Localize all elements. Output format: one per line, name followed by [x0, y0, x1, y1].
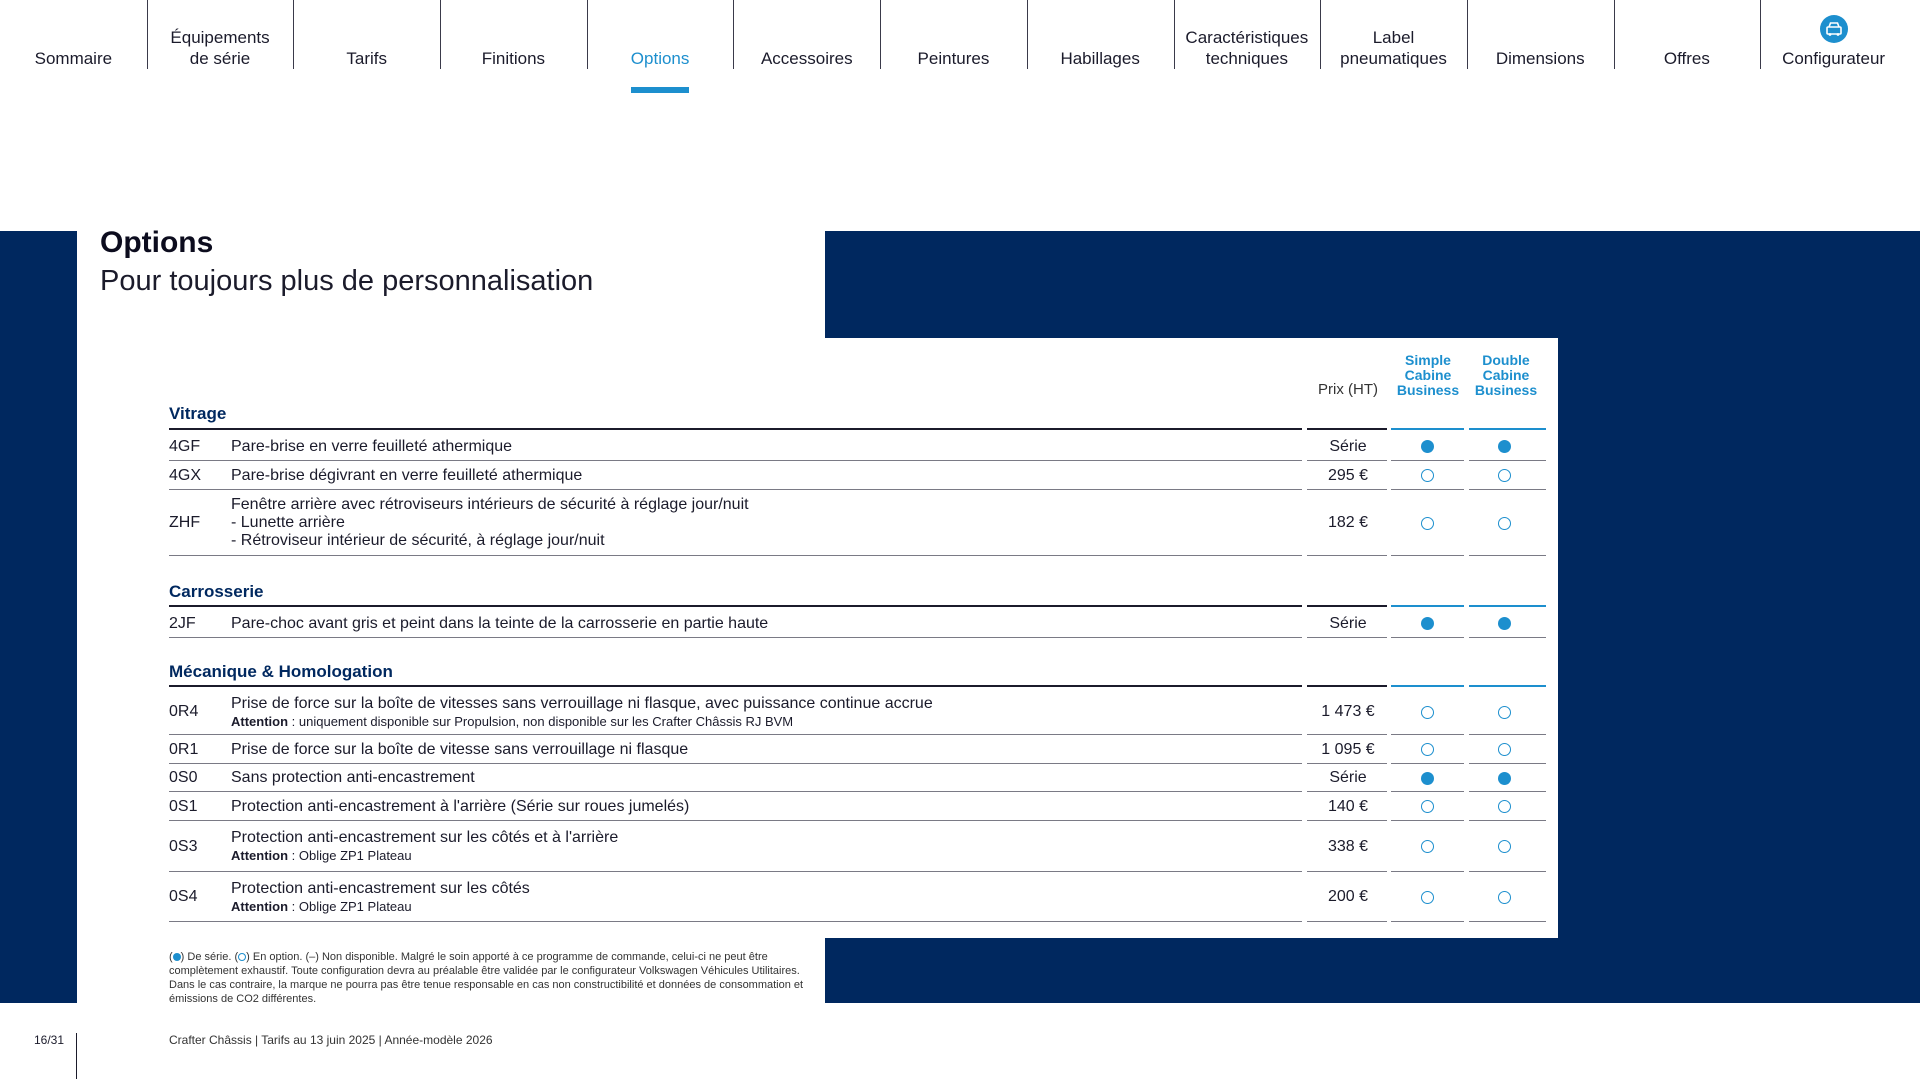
option-description	[231, 829, 1301, 865]
nav-item-tarifs[interactable]	[293, 0, 440, 95]
description-line: Pare-brise en verre feuilleté athermique	[231, 437, 513, 455]
price-column-header: Prix (HT)	[1318, 381, 1378, 398]
option-ring-icon	[1498, 517, 1511, 530]
row-rule-variant1	[1391, 637, 1464, 638]
variant1-line2: Cabine	[1404, 367, 1452, 383]
option-ring-icon	[1498, 469, 1511, 482]
configurator-icon	[1820, 15, 1848, 43]
option-price: Série	[1329, 769, 1367, 786]
nav-label: Tarifs	[346, 49, 388, 68]
table-row	[0, 461, 1920, 490]
option-ring-icon	[238, 953, 246, 961]
description-line: Protection anti-encastrement à l'arrière (Série sur roues jumelés)	[231, 797, 690, 815]
section-rule	[169, 605, 1302, 607]
row-rule	[169, 555, 1302, 556]
table-row	[0, 735, 1920, 764]
option-code: 0S3	[169, 837, 198, 855]
option-code: 0S0	[169, 769, 198, 786]
description-line: Prise de force sur la boîte de vitesse sans verrouillage ni flasque	[231, 740, 689, 758]
simple-cabine-header	[1391, 353, 1465, 398]
option-description	[231, 769, 1301, 787]
option-ring-icon	[1498, 706, 1511, 719]
nav-label: Options	[630, 49, 690, 68]
note-text: : Oblige ZP1 Plateau	[288, 848, 412, 863]
variant1-line3: Business	[1396, 382, 1460, 398]
option-ring-icon	[1421, 469, 1434, 482]
section-rule-price	[1307, 685, 1387, 687]
standard-dot-icon	[1498, 772, 1511, 785]
section-rule-variant1	[1391, 605, 1464, 607]
nav-label: Configurateur	[1782, 49, 1886, 68]
standard-dot-icon	[1498, 440, 1511, 453]
row-rule-variant1	[1391, 921, 1464, 922]
footer-text: Crafter Châssis | Tarifs au 13 juin 2025 | Année-modèle 2026	[169, 1033, 493, 1047]
nav-item-finitions[interactable]	[440, 0, 587, 95]
nav-item-habillages[interactable]	[1027, 0, 1174, 95]
nav-label: Finitions	[481, 49, 546, 68]
nav-item-peintures[interactable]	[880, 0, 1027, 95]
section-rule-price	[1307, 428, 1387, 430]
footnote-option-label: En option.	[249, 951, 303, 963]
footnote-text: (–) Non disponible. Malgré le soin apporté à ce programme de commande, celui-ci ne peut être complètement exhaustif. Toute configuration devra au préalable être validée par le configurateur Volkswagen Véhicules Utilitaires. Dans le cas contraire, la marque ne pourra pas être tenue responsable en cas non constructibilité et données de consommation et émissions de CO2 différentes.	[169, 951, 804, 1005]
option-ring-icon	[1421, 517, 1434, 530]
table-row	[0, 490, 1920, 556]
description-line: Protection anti-encastrement sur les côtés	[231, 879, 530, 897]
standard-dot-icon	[1498, 617, 1511, 630]
note-label: Attention	[231, 713, 289, 729]
option-ring-icon	[1498, 743, 1511, 756]
footnote-standard-label: De série.	[184, 951, 232, 963]
nav-item-offres[interactable]	[1614, 0, 1761, 95]
nav-item-de-s-rie[interactable]	[147, 0, 294, 95]
top-navigation	[0, 0, 1920, 95]
option-price: 182 €	[1327, 514, 1369, 531]
option-code: 0R1	[169, 740, 199, 758]
option-description	[231, 467, 1301, 485]
section-rule-variant1	[1391, 685, 1464, 687]
row-rule-price	[1307, 637, 1387, 638]
note-label: Attention	[231, 898, 289, 914]
option-code: 2JF	[169, 614, 196, 632]
option-ring-icon	[1421, 743, 1434, 756]
option-code: 0R4	[169, 703, 199, 720]
row-rule	[169, 637, 1302, 638]
option-price: Série	[1329, 614, 1367, 632]
option-description	[231, 438, 1301, 456]
table-row	[0, 792, 1920, 821]
option-code: 0S4	[169, 888, 198, 905]
note-text: : uniquement disponible sur Propulsion, non disponible sur les Crafter Châssis RJ BVM	[288, 713, 794, 729]
description-line: Prise de force sur la boîte de vitesses sans verrouillage ni flasque, avec puissance continue accrue	[231, 694, 933, 712]
note-label: Attention	[231, 848, 289, 863]
nav-label: pneumatiques	[1340, 49, 1447, 68]
option-description	[231, 880, 1301, 916]
table-row	[0, 821, 1920, 872]
nav-label: Habillages	[1060, 49, 1140, 68]
option-description	[231, 496, 1301, 550]
option-price: 295 €	[1327, 466, 1369, 484]
option-code: 4GF	[169, 437, 201, 455]
option-code: ZHF	[169, 514, 201, 531]
nav-item-configurateur[interactable]	[1760, 0, 1907, 95]
option-ring-icon	[1421, 800, 1434, 813]
nav-label: Accessoires	[760, 49, 853, 68]
description-line: Protection anti-encastrement sur les côtés et à l'arrière	[231, 829, 619, 846]
nav-item-pneumatiques[interactable]	[1320, 0, 1467, 95]
section-title: Vitrage	[169, 404, 227, 423]
table-row	[0, 764, 1920, 792]
variant2-line3: Business	[1474, 382, 1538, 398]
row-rule-variant2	[1469, 555, 1546, 556]
section-rule-variant1	[1391, 428, 1464, 430]
nav-label-line1: Caractéristiques	[1185, 28, 1309, 47]
nav-label: Peintures	[917, 49, 990, 68]
standard-dot-icon	[1421, 772, 1434, 785]
nav-label-line1: Équipements	[170, 28, 270, 47]
nav-item-techniques[interactable]	[1174, 0, 1321, 95]
option-note	[231, 847, 1301, 865]
option-note	[231, 713, 1301, 731]
nav-label-line1: Label	[1372, 28, 1415, 47]
variant2-line1: Double	[1482, 352, 1530, 368]
option-price: 1 473 €	[1321, 703, 1375, 720]
row-rule-variant2	[1469, 921, 1546, 922]
option-description	[231, 741, 1301, 759]
row-rule-variant1	[1391, 555, 1464, 556]
section-rule-variant2	[1469, 685, 1546, 687]
variant1-line1: Simple	[1405, 352, 1451, 368]
table-row	[0, 609, 1920, 638]
option-price: 1 095 €	[1321, 740, 1375, 758]
row-rule-variant2	[1469, 637, 1546, 638]
option-price: 338 €	[1327, 837, 1369, 855]
page-title: Options	[100, 226, 214, 259]
page-divider	[76, 1033, 77, 1079]
nav-label: Dimensions	[1495, 49, 1585, 68]
page-subtitle: Pour toujours plus de personnalisation	[100, 265, 594, 297]
option-code: 4GX	[169, 466, 202, 484]
option-description	[231, 695, 1301, 731]
section-title: Carrosserie	[169, 582, 264, 601]
legend-footnote: ( ) De série. ( ) En option. (–) Non disponible. Malgré le soin apporté à ce programme de commande, celui-ci ne peut être complètement exhaustif. Toute configuration devra au préalable être validée par le configurateur Volkswagen Véhicules Utilitaires. Dans le cas contraire, la marque ne pourra pas être tenue responsable en cas non constructibilité et données de consommation et émissions de CO2 différentes.	[169, 951, 804, 1005]
table-row	[0, 872, 1920, 922]
standard-dot-icon	[1421, 440, 1434, 453]
description-line: Pare-choc avant gris et peint dans la teinte de la carrosserie en partie haute	[231, 614, 769, 632]
nav-item-dimensions[interactable]	[1467, 0, 1614, 95]
description-line: - Lunette arrière	[231, 514, 345, 531]
nav-item-options[interactable]	[587, 0, 734, 95]
option-note	[231, 898, 1301, 916]
section-title: Mécanique & Homologation	[169, 662, 393, 681]
nav-label: Sommaire	[34, 49, 113, 68]
nav-item-sommaire[interactable]	[0, 0, 147, 95]
description-line: Pare-brise dégivrant en verre feuilleté athermique	[231, 466, 583, 484]
nav-label: de série	[189, 49, 251, 68]
option-ring-icon	[1498, 891, 1511, 904]
description-line: Fenêtre arrière avec rétroviseurs intérieurs de sécurité à réglage jour/nuit	[231, 496, 749, 513]
option-description	[231, 798, 1301, 816]
standard-dot-icon	[173, 953, 181, 961]
standard-dot-icon	[1421, 617, 1434, 630]
option-price: 140 €	[1327, 797, 1369, 815]
row-rule	[169, 921, 1302, 922]
section-rule-variant2	[1469, 428, 1546, 430]
section-rule	[169, 685, 1302, 687]
row-rule-price	[1307, 555, 1387, 556]
option-ring-icon	[1421, 706, 1434, 719]
page-number: 16/31	[34, 1033, 65, 1047]
option-price: 200 €	[1327, 888, 1369, 905]
nav-label: techniques	[1205, 49, 1288, 68]
section-rule	[169, 428, 1302, 430]
option-ring-icon	[1498, 840, 1511, 853]
option-code: 0S1	[169, 797, 198, 815]
nav-item-accessoires[interactable]	[733, 0, 880, 95]
row-rule-price	[1307, 921, 1387, 922]
note-text: : Oblige ZP1 Plateau	[288, 898, 412, 914]
double-cabine-header	[1469, 353, 1543, 398]
option-description	[231, 615, 1301, 633]
description-line: Sans protection anti-encastrement	[231, 769, 475, 786]
option-ring-icon	[1421, 891, 1434, 904]
variant2-line2: Cabine	[1482, 367, 1530, 383]
table-row	[0, 689, 1920, 735]
option-ring-icon	[1421, 840, 1434, 853]
nav-label: Offres	[1663, 49, 1710, 68]
section-rule-variant2	[1469, 605, 1546, 607]
table-row	[0, 432, 1920, 461]
option-price: Série	[1329, 437, 1367, 455]
description-line: - Rétroviseur intérieur de sécurité, à réglage jour/nuit	[231, 532, 605, 549]
section-rule-price	[1307, 605, 1387, 607]
option-ring-icon	[1498, 800, 1511, 813]
